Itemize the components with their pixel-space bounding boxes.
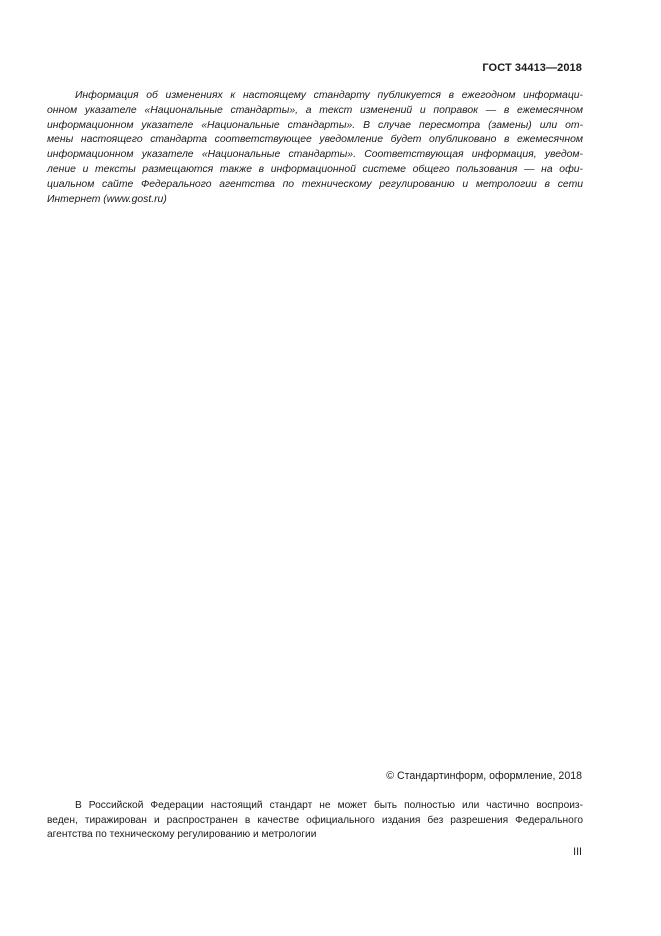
info-line: мены настоящего стандарта соответствующее уведомление будет опубликовано в ежемесячном <box>47 134 583 146</box>
info-line: информационном указателе «Национальные стандарты». В случае пересмотра (замены) или от- <box>47 119 583 131</box>
info-paragraph <box>47 89 583 207</box>
info-line: Информация об изменениях к настоящему стандарту публикуется в ежегодном информаци- <box>75 90 583 101</box>
info-line: ление и тексты размещаются также в информационной системе общего пользования — на офи- <box>47 163 583 175</box>
legal-paragraph <box>47 799 583 843</box>
legal-line: агентства по техническому регулированию и метрологии <box>47 829 317 841</box>
legal-line: веден, тиражирован и распространен в качестве официального издания без разрешения Федерального <box>47 814 583 826</box>
info-line: онном указателе «Национальные стандарты», а текст изменений и поправок — в ежемесячном <box>47 104 583 116</box>
info-line: циальном сайте Федерального агентства по техническому регулированию и метрологии в сети <box>47 178 583 190</box>
copyright-notice: © Стандартинформ, оформление, 2018 <box>386 770 582 782</box>
page-number: III <box>573 846 582 858</box>
document-code: ГОСТ 34413—2018 <box>482 62 582 74</box>
info-line: информационном указателе «Национальные стандарты». Соответствующая информация, уведом- <box>47 149 583 161</box>
info-line: Интернет (www.gost.ru) <box>47 193 167 205</box>
legal-line: В Российской Федерации настоящий стандарт не может быть полностью или частично воспроиз- <box>75 800 583 811</box>
